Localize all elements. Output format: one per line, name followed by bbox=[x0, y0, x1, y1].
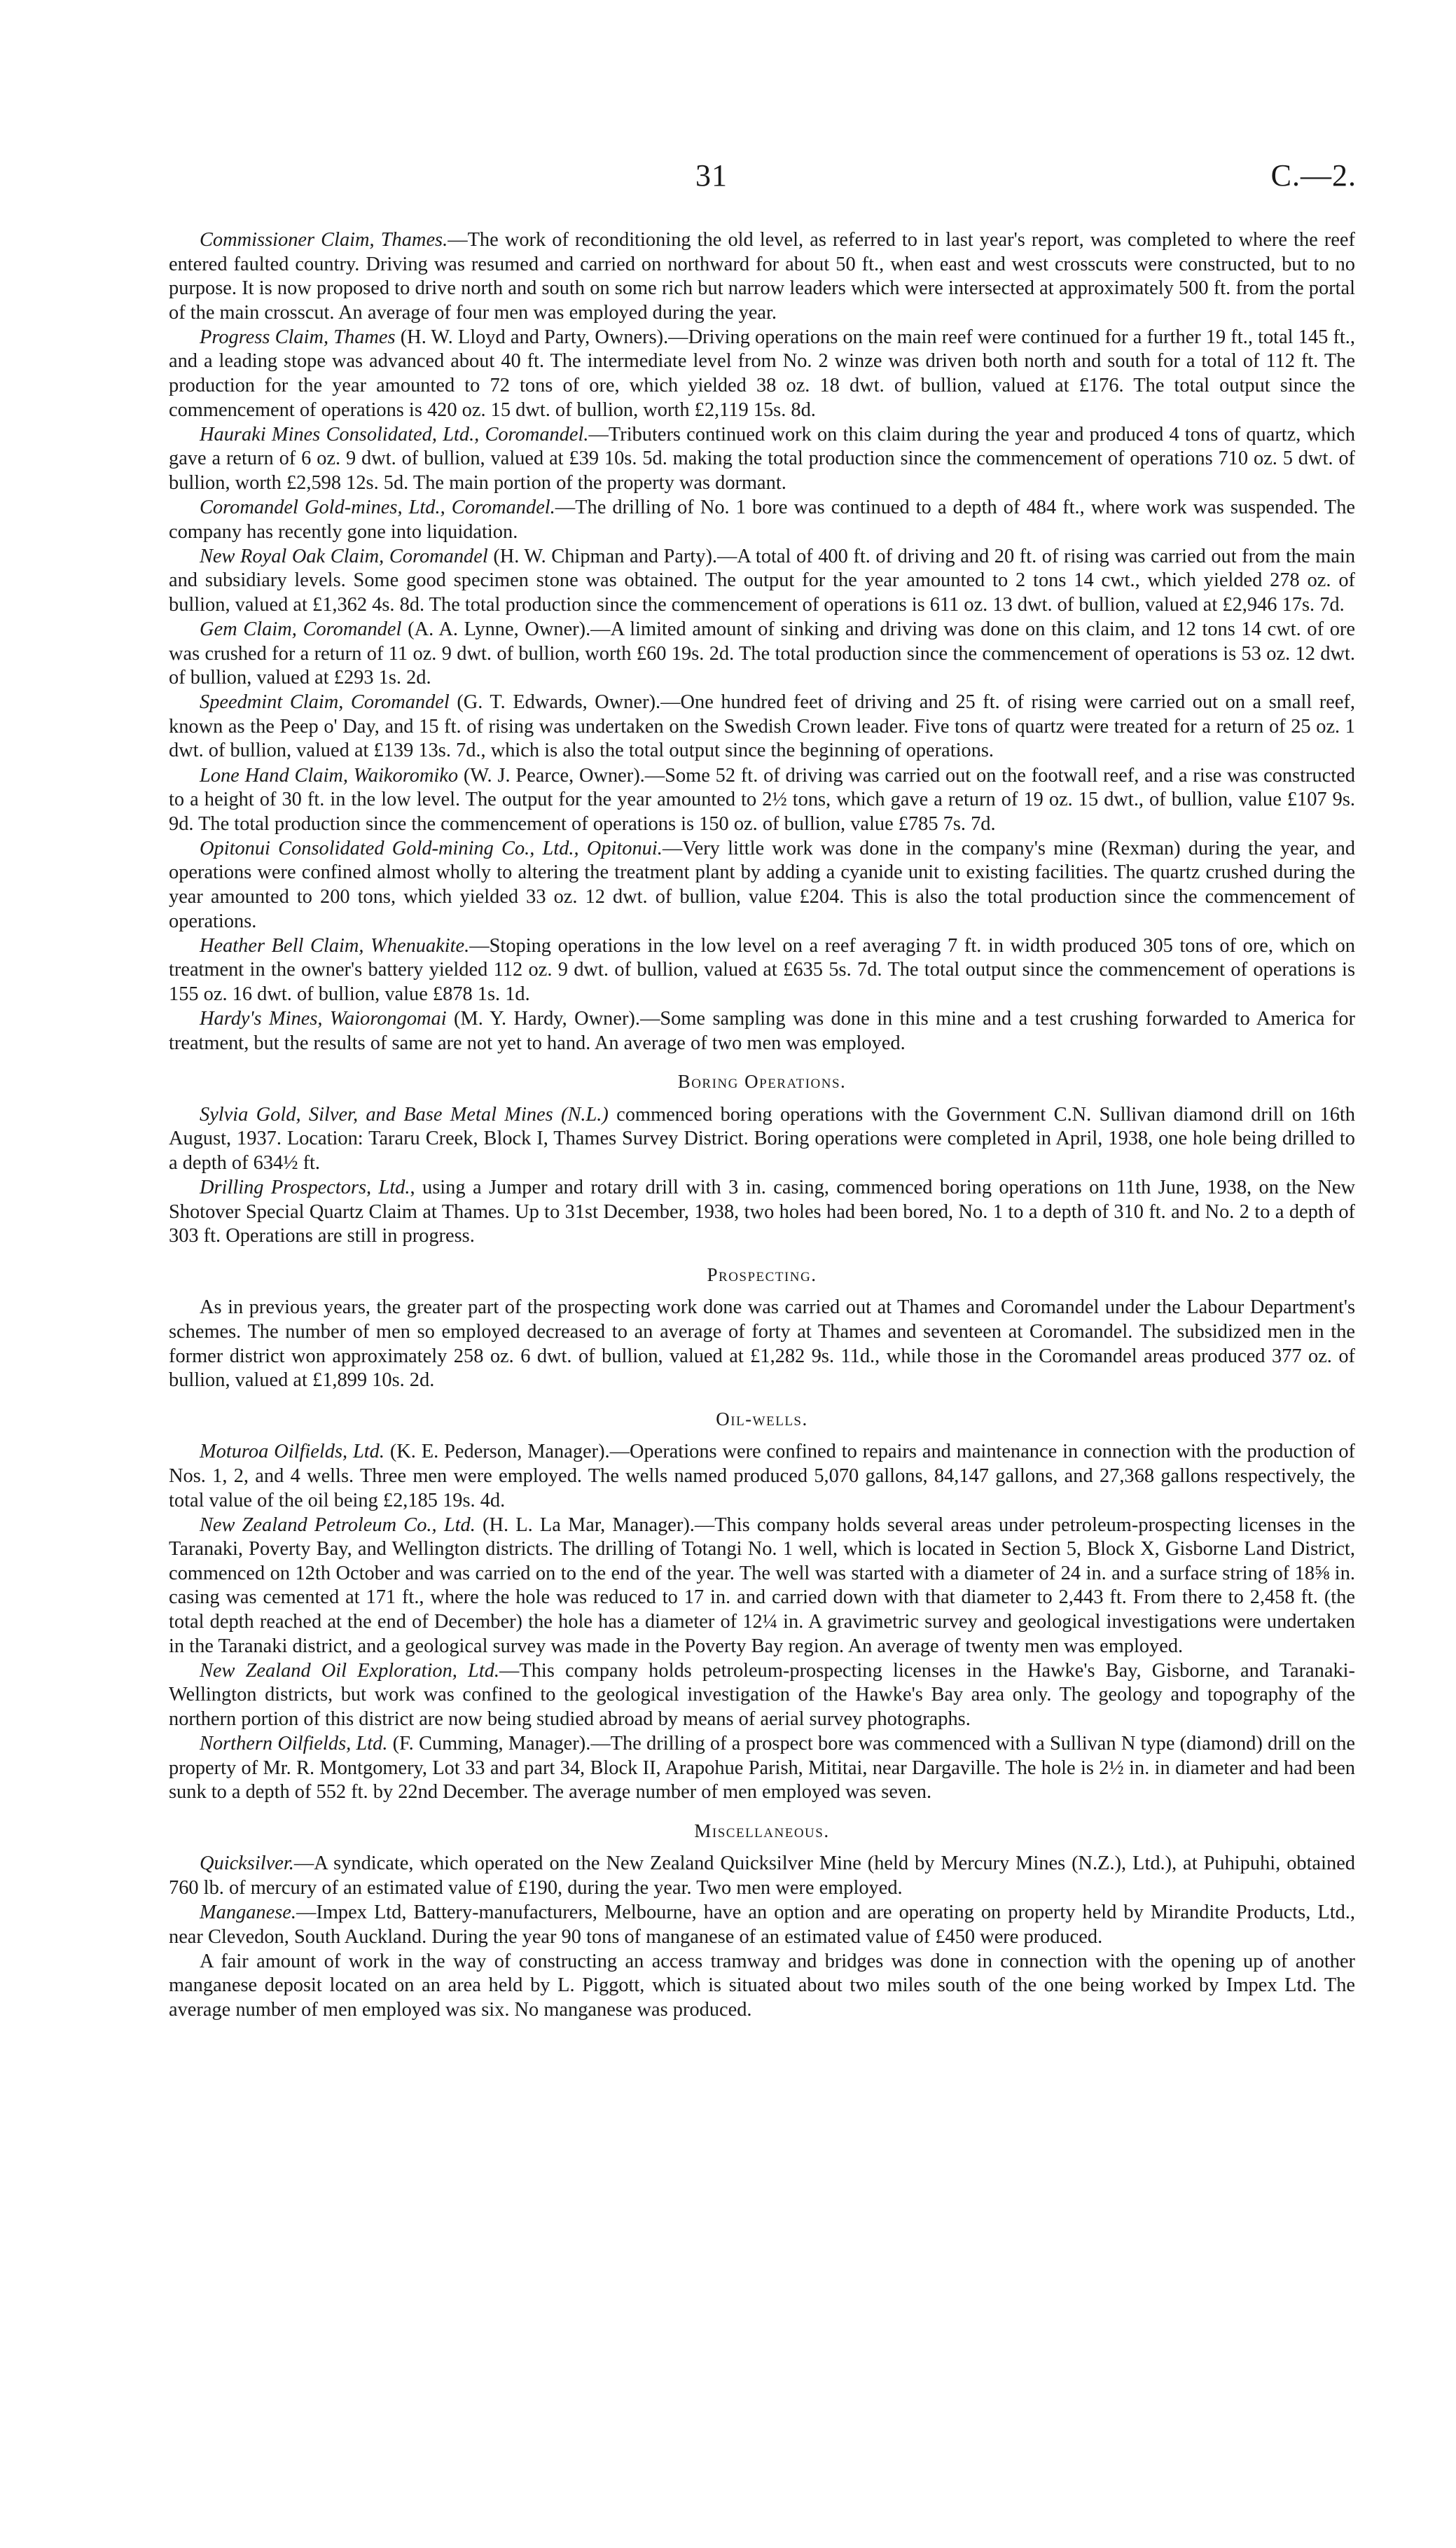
paragraph bbox=[169, 545, 1355, 618]
section-heading-miscellaneous: Miscellaneous. bbox=[694, 1820, 830, 1841]
paragraph bbox=[169, 326, 1355, 422]
document-reference: C.—2. bbox=[1270, 158, 1357, 193]
claim-name: Speedmint Claim, Coromandel bbox=[200, 691, 450, 714]
paragraph bbox=[169, 1103, 1355, 1176]
paragraph bbox=[169, 934, 1355, 1007]
paragraph-text: commenced boring operations with the Government C.N. Sullivan diamond drill on 16th August, 1937. Location: Tararu Creek, Block I, Thames Survey District. Boring operations were completed in April, 1938, one hole being drilled to a depth of 634½ ft. bbox=[169, 1103, 1356, 1174]
paragraph bbox=[169, 764, 1355, 837]
paragraph-text: (M. Y. Hardy, Owner).—Some sampling was done in this mine and a test crushing forwarded to America for treatment, but the results of same are not yet to hand. An average of two men was employed. bbox=[169, 1008, 1355, 1054]
paragraph bbox=[169, 496, 1355, 544]
company-name: New Zealand Oil Exploration, Ltd. bbox=[200, 1659, 499, 1682]
claim-name: Heather Bell Claim, Whenuakite. bbox=[200, 934, 470, 957]
paragraph-text: (K. E. Pederson, Manager).—Operations were confined to repairs and maintenance in connection with the production of Nos. 1, 2, and 4 wells. Three men were employed. The wells named produced 5,070 gallons, 84,147 gallons, and 27,368 gallons respectively, the total value of the oil being £2,185 19s. 4d. bbox=[169, 1441, 1355, 1511]
paragraph-text: (W. J. Pearce, Owner).—Some 52 ft. of driving was carried out on the footwall reef, and a rise was constructed to a height of 30 ft. in the low level. The output for the year amounted to 2½ tons, which gave a return of 19 oz. 15 dwt., of bullion, value £107 9s. 9d. The total production since the commencement of operations is 150 oz. of bullion, value £785 7s. 7d. bbox=[169, 764, 1355, 835]
paragraph-text: —Stoping operations in the low level on a reef averaging 7 ft. in width produced 305 tons of ore, which on treatment in the owner's battery yielded 112 oz. 9 dwt. of bullion, valued at £635 5s. 7d. The total output since the commencement of operations is 155 oz. 16 dwt. of bullion, value £878 1s. 1d. bbox=[169, 934, 1355, 1005]
page-body bbox=[169, 228, 1355, 2023]
paragraph bbox=[169, 228, 1355, 325]
paragraph bbox=[169, 1852, 1355, 1900]
paragraph-text: —Impex Ltd, Battery-manufacturers, Melbourne, have an option and are operating on property held by Mirandite Products, Ltd., near Clevedon, South Auckland. During the year 90 tons of manganese of an estimated value of £450 were produced. bbox=[169, 1902, 1355, 1948]
paragraph-text: —The drilling of No. 1 bore was continued to a depth of 484 ft., where work was suspended. The company has recently gone into liquidation. bbox=[169, 497, 1356, 543]
paragraph-text: —Tributers continued work on this claim during the year and produced 4 tons of quartz, which gave a return of 6 oz. 9 dwt. of bullion, valued at £39 10s. 5d. making the total production since the commencement of operations 710 oz. 5 dwt. of bullion, worth £2,598 12s. 5d. The main portion of the property was dormant. bbox=[169, 423, 1355, 494]
mineral-name: Manganese. bbox=[200, 1902, 296, 1924]
paragraph-text: (F. Cumming, Manager).—The drilling of a prospect bore was commenced with a Sullivan N type (diamond) drill on the property of Mr. R. Montgomery, Lot 33 and part 34, Block II, Arapohue Parish, Mititai, near Dargaville. The hole is 2½ in. in diameter and had been sunk to a depth of 552 ft. by 22nd December. The average number of men employed was seven. bbox=[169, 1733, 1355, 1803]
claim-name: Progress Claim, Thames bbox=[200, 326, 396, 348]
paragraph bbox=[169, 1007, 1355, 1055]
claim-name: Coromandel Gold-mines, Ltd., Coromandel. bbox=[200, 497, 555, 519]
section-heading-oil-wells: Oil-wells. bbox=[716, 1408, 808, 1429]
claim-name: Gem Claim, Coromandel bbox=[200, 618, 402, 640]
paragraph-text: (H. W. Chipman and Party).—A total of 400 ft. of driving and 20 ft. of rising was carried out from the main and subsidiary levels. Some good specimen stone was obtained. The output for the year amounted to 2 tons 14 cwt., which yielded 278 oz. of bullion, valued at £1,362 4s. 8d. The total production since the commencement of operations is 611 oz. 13 dwt. of bullion, valued at £2,946 17s. 7d. bbox=[169, 545, 1356, 616]
claim-name: Opitonui Consolidated Gold-mining Co., Ltd., Opitonui. bbox=[200, 837, 663, 859]
paragraph bbox=[169, 1440, 1355, 1513]
claim-name: Lone Hand Claim, Waikoromiko bbox=[200, 764, 459, 787]
paragraph bbox=[169, 1176, 1355, 1249]
company-name: New Zealand Petroleum Co., Ltd. bbox=[200, 1514, 476, 1536]
paragraph-text: , using a Jumper and rotary drill with 3 in. casing, commenced boring operations on 11th June, 1938, on the New Shotover Special Quartz Claim at Thames. Up to 31st December, 1938, two holes had been bored, No. 1 to a depth of 310 ft. and No. 2 to a depth of 303 ft. Operations are still in progress. bbox=[169, 1177, 1355, 1247]
paragraph-text: (G. T. Edwards, Owner).—One hundred feet of driving and 25 ft. of rising were carried out on a small reef, known as the Peep o' Day, and 15 ft. of rising was undertaken on the Swedish Crown leader. Five tons of quartz were treated for a return of 25 oz. 1 dwt. of bullion, valued at £139 13s. 7d., which is also the total output since the beginning of operations. bbox=[169, 691, 1355, 762]
paragraph bbox=[169, 1950, 1355, 2023]
paragraph-text: (H. L. La Mar, Manager).—This company holds several areas under petroleum-prospecting licenses in the Taranaki, Poverty Bay, and Wellington districts. The drilling of Totangi No. 1 well, which is located in Section 5, Block X, Gisborne Land District, commenced on 12th October and was carried on to the end of the year. The well was started with a diameter of 24 in. and a surface string of 18⅝ in. casing was cemented at 171 ft., where the hole was reduced to 17 in. and carried down with that diameter to 2,443 ft. From there to 2,458 ft. (the total depth reached at the end of December) the hole has a diameter of 12¼ in. A gravimetric survey and geological investigations were undertaken in the Taranaki district, and a geological survey was made in the Poverty Bay region. An average of twenty men was employed. bbox=[169, 1514, 1355, 1657]
section-heading-boring: Boring Operations. bbox=[677, 1071, 847, 1093]
claim-name: Commissioner Claim, Thames. bbox=[200, 229, 448, 251]
paragraph bbox=[169, 1296, 1355, 1392]
paragraph-text: (A. A. Lynne, Owner).—A limited amount of sinking and driving was done on this claim, and 12 tons 14 cwt. of ore was crushed for a return of 11 oz. 9 dwt. of bullion, worth £60 19s. 2d. The total production since the commencement of operations is 53 oz. 12 dwt. of bullion, valued at £293 1s. 2d. bbox=[169, 618, 1355, 689]
paragraph-text: (H. W. Lloyd and Party, Owners).—Driving operations on the main reef were continued for a further 19 ft., total 145 ft., and a leading stope was advanced about 40 ft. The intermediate level from No. 2 winze was driven both north and south for a total of 112 ft. The production for the year amounted to 72 tons of ore, which yielded 38 oz. 18 dwt. of bullion, valued at £176. The total output since the commencement of operations is 420 oz. 15 dwt. of bullion, worth £2,119 15s. 8d. bbox=[169, 326, 1355, 421]
paragraph bbox=[169, 1732, 1355, 1805]
paragraph bbox=[169, 1514, 1355, 1659]
claim-name: New Royal Oak Claim, Coromandel bbox=[200, 545, 488, 567]
paragraph bbox=[169, 423, 1355, 496]
paragraph-text: —A syndicate, which operated on the New Zealand Quicksilver Mine (held by Mercury Mines (N.Z.), Ltd.), at Puhipuhi, obtained 760 lb. of mercury of an estimated value of £190, during the year. Two men were employed. bbox=[169, 1853, 1355, 1899]
mineral-name: Quicksilver. bbox=[200, 1853, 294, 1875]
paragraph bbox=[169, 618, 1355, 691]
company-name: Drilling Prospectors, Ltd. bbox=[200, 1177, 410, 1199]
paragraph-text: —Very little work was done in the company's mine (Rexman) during the year, and operations were confined almost wholly to altering the treatment plant by adding a cyanide unit to existing facilities. The quartz crushed during the year amounted to 200 tons, which yielded 33 oz. 12 dwt. of bullion, value £204. This is also the total production since the commencement of operations. bbox=[169, 837, 1355, 932]
company-name: Moturoa Oilfields, Ltd. bbox=[200, 1441, 384, 1463]
company-name: Sylvia Gold, Silver, and Base Metal Mines (N.L.) bbox=[200, 1103, 609, 1126]
paragraph bbox=[169, 1901, 1355, 1949]
paragraph-text: A fair amount of work in the way of constructing an access tramway and bridges was done in connection with the opening up of another manganese deposit located on an area held by L. Piggott, which is situated about two miles south of the one being worked by Impex Ltd. The average number of men employed was six. No manganese was produced. bbox=[169, 1950, 1355, 2021]
paragraph bbox=[169, 1659, 1355, 1732]
paragraph bbox=[169, 691, 1355, 763]
section-heading-prospecting: Prospecting. bbox=[707, 1263, 817, 1285]
page-number: 31 bbox=[695, 158, 728, 193]
paragraph-text: —The work of reconditioning the old level, as referred to in last year's report, was completed to where the reef entered faulted country. Driving was resumed and carried on northward for about 50 ft., when east and west crosscuts were constructed, but to no purpose. It is now proposed to drive north and south on some rich but narrow leaders which were intersected at approximately 500 ft. from the portal of the main crosscut. An average of four men was employed during the year. bbox=[169, 229, 1355, 324]
paragraph bbox=[169, 837, 1355, 934]
paragraph-text: As in previous years, the greater part of the prospecting work done was carried out at Thames and Coromandel under the Labour Department's schemes. The number of men so employed decreased to an average of forty at Thames and seventeen at Coromandel. The subsidized men in the former district won approximately 258 oz. 6 dwt. of bullion, valued at £1,282 9s. 11d., while those in the Coromandel areas produced 377 oz. of bullion, valued at £1,899 10s. 2d. bbox=[169, 1296, 1355, 1392]
claim-name: Hardy's Mines, Waiorongomai bbox=[200, 1008, 447, 1030]
claim-name: Hauraki Mines Consolidated, Ltd., Coromandel. bbox=[200, 423, 589, 445]
company-name: Northern Oilfields, Ltd. bbox=[200, 1733, 388, 1755]
paragraph-text: —This company holds petroleum-prospecting licenses in the Hawke's Bay, Gisborne, and Taranaki-Wellington districts, but work was confined to the geological investigation of the Hawke's Bay area only. The geology and topography of the northern portion of this district are now being studied abroad by means of aerial survey photographs. bbox=[169, 1659, 1355, 1730]
